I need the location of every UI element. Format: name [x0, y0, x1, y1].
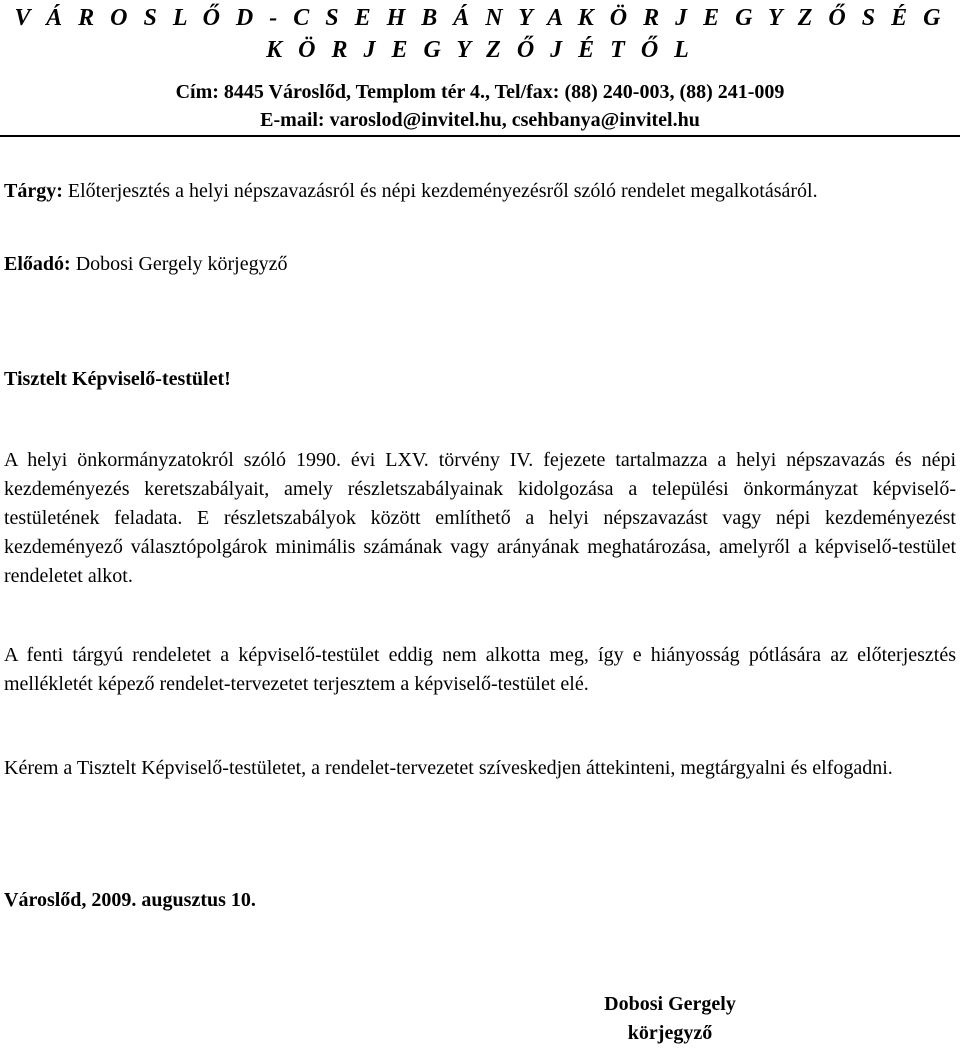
signature-name: Dobosi Gergely: [604, 993, 736, 1015]
body-paragraph-1: A helyi önkormányzatokról szóló 1990. évi LXV. törvény IV. fejezete tartalmazza a helyi népszavazás és népi kezdeményezés keretszabályait, amely részletszabályainak kidolgozása a települési önkormányzat képviselő-testületének feladata. E részletszabályok között említhető a helyi népszavazást vagy népi kezdeményezést kezdeményező választópolgárok minimális számának vagy arányának meghatározása, amelyről a képviselő-testület rendeletet alkot.: [4, 449, 956, 587]
salutation: Tisztelt Képviselő-testület!: [4, 368, 231, 390]
body-paragraph-2: A fenti tárgyú rendeletet a képviselő-testület eddig nem alkotta meg, így e hiányosság pótlására az előterjesztés mellékletét képező rendelet-tervezetet terjesztem a képviselő-testület elé.: [4, 644, 956, 695]
body-paragraph-3: Kérem a Tisztelt Képviselő-testületet, a rendelet-tervezetet szíveskedjen áttekinteni, megtárgyalni és elfogadni.: [4, 757, 893, 779]
header-divider: [0, 135, 960, 137]
presenter-text: Dobosi Gergely körjegyző: [70, 253, 288, 275]
letterhead-title-line1: V Á R O S L Ő D - C S E H B Á N Y A K Ö R J E G Y Z Ő S É G: [14, 5, 946, 31]
subject-label: Tárgy:: [4, 180, 63, 202]
presenter-label: Előadó:: [4, 253, 71, 275]
presenter-line: [4, 250, 956, 279]
subject-text: Előterjesztés a helyi népszavazásról és népi kezdeményezésről szóló rendelet megalkotásáról.: [62, 180, 818, 202]
letterhead-email: E-mail: varoslod@invitel.hu, csehbanya@invitel.hu: [260, 109, 700, 131]
subject-line: [4, 177, 956, 206]
letterhead-address: Cím: 8445 Városlőd, Templom tér 4., Tel/fax: (88) 240-003, (88) 241-009: [175, 81, 785, 103]
place-date: Városlőd, 2009. augusztus 10.: [4, 889, 256, 911]
letterhead-title-line2: K Ö R J E G Y Z Ő J É T Ő L: [266, 37, 694, 63]
signature-title: körjegyző: [627, 1022, 713, 1044]
